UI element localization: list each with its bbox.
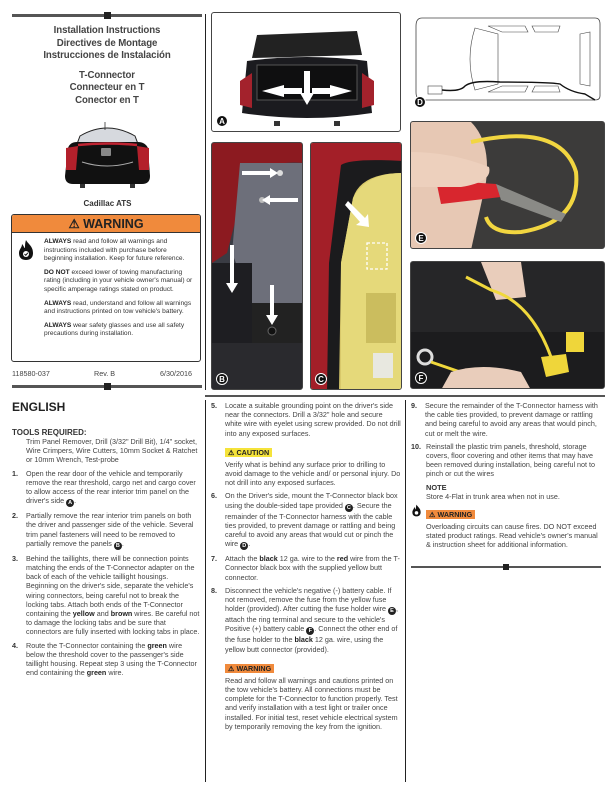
step-2: 2. Partially remove the rear interior trim panels on both the driver and passenger side of the vehicle. Several trim panel fasteners will need to be removed to partially remove the panels B .: [12, 511, 194, 549]
product-fr: Connecteur en T: [69, 81, 145, 93]
ref-a-icon: A: [66, 499, 74, 507]
caution-block: [211, 442, 401, 488]
note-label: NOTE: [426, 482, 447, 492]
title-fr: Directives de Montage: [56, 36, 158, 49]
ref-d-icon: D: [240, 542, 248, 550]
instructions-col-2: [211, 401, 401, 731]
col3-end-rule: [411, 566, 601, 568]
title-es: Instrucciones de Instalación: [43, 49, 171, 61]
instructions-col-3: [411, 401, 603, 549]
step-4: 4. Route the T-Connector containing the green wire below the threshold cover to the passenger's side taillight housing. Repeat step 3 using the T-Connector end containing the green wire.: [12, 640, 197, 678]
revision: Rev. B: [94, 369, 116, 378]
photo-b-trim-panel: [211, 142, 303, 390]
step-5: 5. Locate a suitable grounding point on the driver's side near the connectors. Drill a 3/32" hole and secure white wire with eyelet using screw provided. Do not drill into any exposed surfaces.: [211, 401, 401, 438]
vehicle-caption: Cadillac ATS: [83, 199, 132, 208]
fire-warning-text: Overloading circuits can cause fires. DO NOT exceed stated product ratings. Read vehicle's owner's manual & instruction sheet for additional information.: [426, 521, 598, 550]
title-en: Installation Instructions: [53, 24, 161, 36]
battery-warning-text: Read and follow all warnings and cautions printed on the tow vehicle's battery. All connections must be complete for the T-Connector to function properly. Test and verify installation with a test light or trailer once installed. For initial test, reset vehicle electrical system by temporarily removing the key from the ignition.: [225, 675, 398, 731]
caution-text: Verify what is behind any surface prior to drilling to avoid damage to the vehicle and/ or personal injury. Do not drill into any exposed surfaces.: [225, 459, 401, 488]
ref-e-icon: E: [388, 607, 396, 615]
text-section-rule: [205, 395, 605, 397]
photo-label-d: D: [414, 96, 426, 108]
step-7: 7. Attach the black 12 ga. wire to the red wire from the T-Connector black box with the supplied yellow butt connector.: [211, 554, 400, 582]
photo-f-battery-connection: [410, 261, 605, 389]
taillight-housing-illustration: [311, 143, 402, 390]
warning-item: DO NOT exceed lower of towing manufacturing rating (including in your vehicle owner's manual) or specific amperage ratings stated on product.: [44, 268, 193, 293]
caution-label: ⚠ CAUTION: [225, 448, 272, 457]
battery-warning-block: [211, 658, 401, 731]
battery-warning-label: ⚠ WARNING: [225, 664, 274, 673]
top-rule: [12, 14, 202, 17]
col2-right-border: [405, 400, 406, 782]
product-es: Conector en T: [75, 93, 139, 106]
step-3: 3. Behind the taillights, there will be connection points matching the ends of the T-Connector adapter on the back of each of the vehicle taillight housings. Beginning on the driver's side, separate the vehicle's wiring connectors, being careful not to break the locking tabs. Attach both ends of the T-Connector containing the yellow and brown wires. Be careful not to damage the locking tabs and be sure that connectors are fully inserted with locking tabs in place.: [12, 553, 200, 637]
photo-a-trunk: [211, 12, 401, 132]
note-text: Store 4-Flat in trunk area when not in use.: [426, 491, 560, 501]
warning-item: ALWAYS read, understand and follow all warnings and instructions printed on tow vehicle's battery.: [44, 299, 192, 316]
ref-b-icon: B: [114, 542, 122, 550]
diagram-d-wire-route: [410, 12, 605, 112]
warning-box: [11, 214, 201, 362]
photo-label-e: E: [415, 232, 427, 244]
instructions-col-1: [12, 400, 200, 681]
battery-connection-illustration: [411, 262, 605, 389]
warning-header: [12, 215, 200, 233]
photo-e-cutting-wire: [410, 121, 605, 249]
revision-date: 6/30/2016: [160, 369, 192, 378]
col1-right-border: [205, 400, 206, 782]
cover-panel: [12, 24, 202, 106]
step-1: 1. Open the rear door of the vehicle and temporarily remove the rear threshold, cargo net and cargo cover to allow access of the rear interior trim panel on the driver's side A .: [12, 468, 196, 507]
cover-bottom-rule: [12, 385, 202, 388]
tools-list: Trim Panel Remover, Drill (3/32" Drill Bit), 1/4" socket, Wire Crimpers, Wire Cutters, 10mm Socket & Ratchet or 10mm Wrench, Test-probe: [26, 437, 198, 465]
photo-label-f: F: [415, 372, 427, 384]
warning-item: ALWAYS read and follow all warnings and instructions included with purchase before beginning installation. Keep for future reference.: [44, 238, 185, 263]
ref-f-icon: F: [306, 627, 314, 635]
step-6: 6. On the Driver's side, mount the T-Connector black box using the double-sided tape provided C . Secure the remainder of the T-Connector harness with the cable ties provided, to prevent damage or rattling and being careful to avoid any areas that would cut or pinch the wire D .: [211, 491, 398, 550]
step-9: 9. Secure the remainder of the T-Connector harness with the cable ties provided, to prevent damage or rattling and being careful to avoid any areas that would pinch, cut or melt the wire.: [411, 401, 598, 438]
fire-warning-block: [411, 504, 603, 550]
fire-hazard-icon: [17, 239, 35, 261]
tools-heading: TOOLS REQUIRED:: [12, 428, 87, 437]
product-en: T-Connector: [79, 68, 135, 81]
warning-title: WARNING: [83, 217, 144, 231]
photo-label-a: A: [216, 115, 228, 127]
trunk-illustration: [212, 13, 401, 132]
ref-c-icon: C: [345, 504, 353, 512]
warning-item: ALWAYS wear safety glasses and use all safety precautions during installation.: [44, 321, 185, 338]
warning-triangle-icon: ⚠: [68, 217, 80, 231]
language-heading: ENGLISH: [12, 400, 66, 414]
cover-right-border: [205, 14, 206, 390]
fire-hazard-icon: [411, 504, 422, 517]
part-number: 118580-037: [12, 369, 50, 378]
photo-label-c: C: [315, 373, 327, 385]
vehicle-topview-diagram: [410, 12, 605, 112]
trim-panel-illustration: [212, 143, 303, 390]
step-10: 10. Reinstall the plastic trim panels, threshold, storage covers, floor covering and other items that may have been removed during installation, being careful not to pinch or cut the wires: [411, 441, 596, 479]
wire-cutter-illustration: [411, 122, 605, 249]
vehicle-image: [60, 118, 155, 193]
fire-warning-label: ⚠ WARNING: [426, 510, 475, 519]
photo-label-b: B: [216, 373, 228, 385]
photo-c-taillight-housing: [310, 142, 402, 390]
step-8: 8. Disconnect the vehicle's negative (-) battery cable. If not removed, remove the fuse from the yellow fuse holder (provided). After cutting the fuse holder wire E , attach the ring terminal and secure to the vehicle's Positive (+) battery cable F . Connect the other end of the fuse holder to the black 12 ga. wire, using the yellow butt connector (provided).: [211, 585, 399, 654]
note-block: [411, 483, 603, 501]
